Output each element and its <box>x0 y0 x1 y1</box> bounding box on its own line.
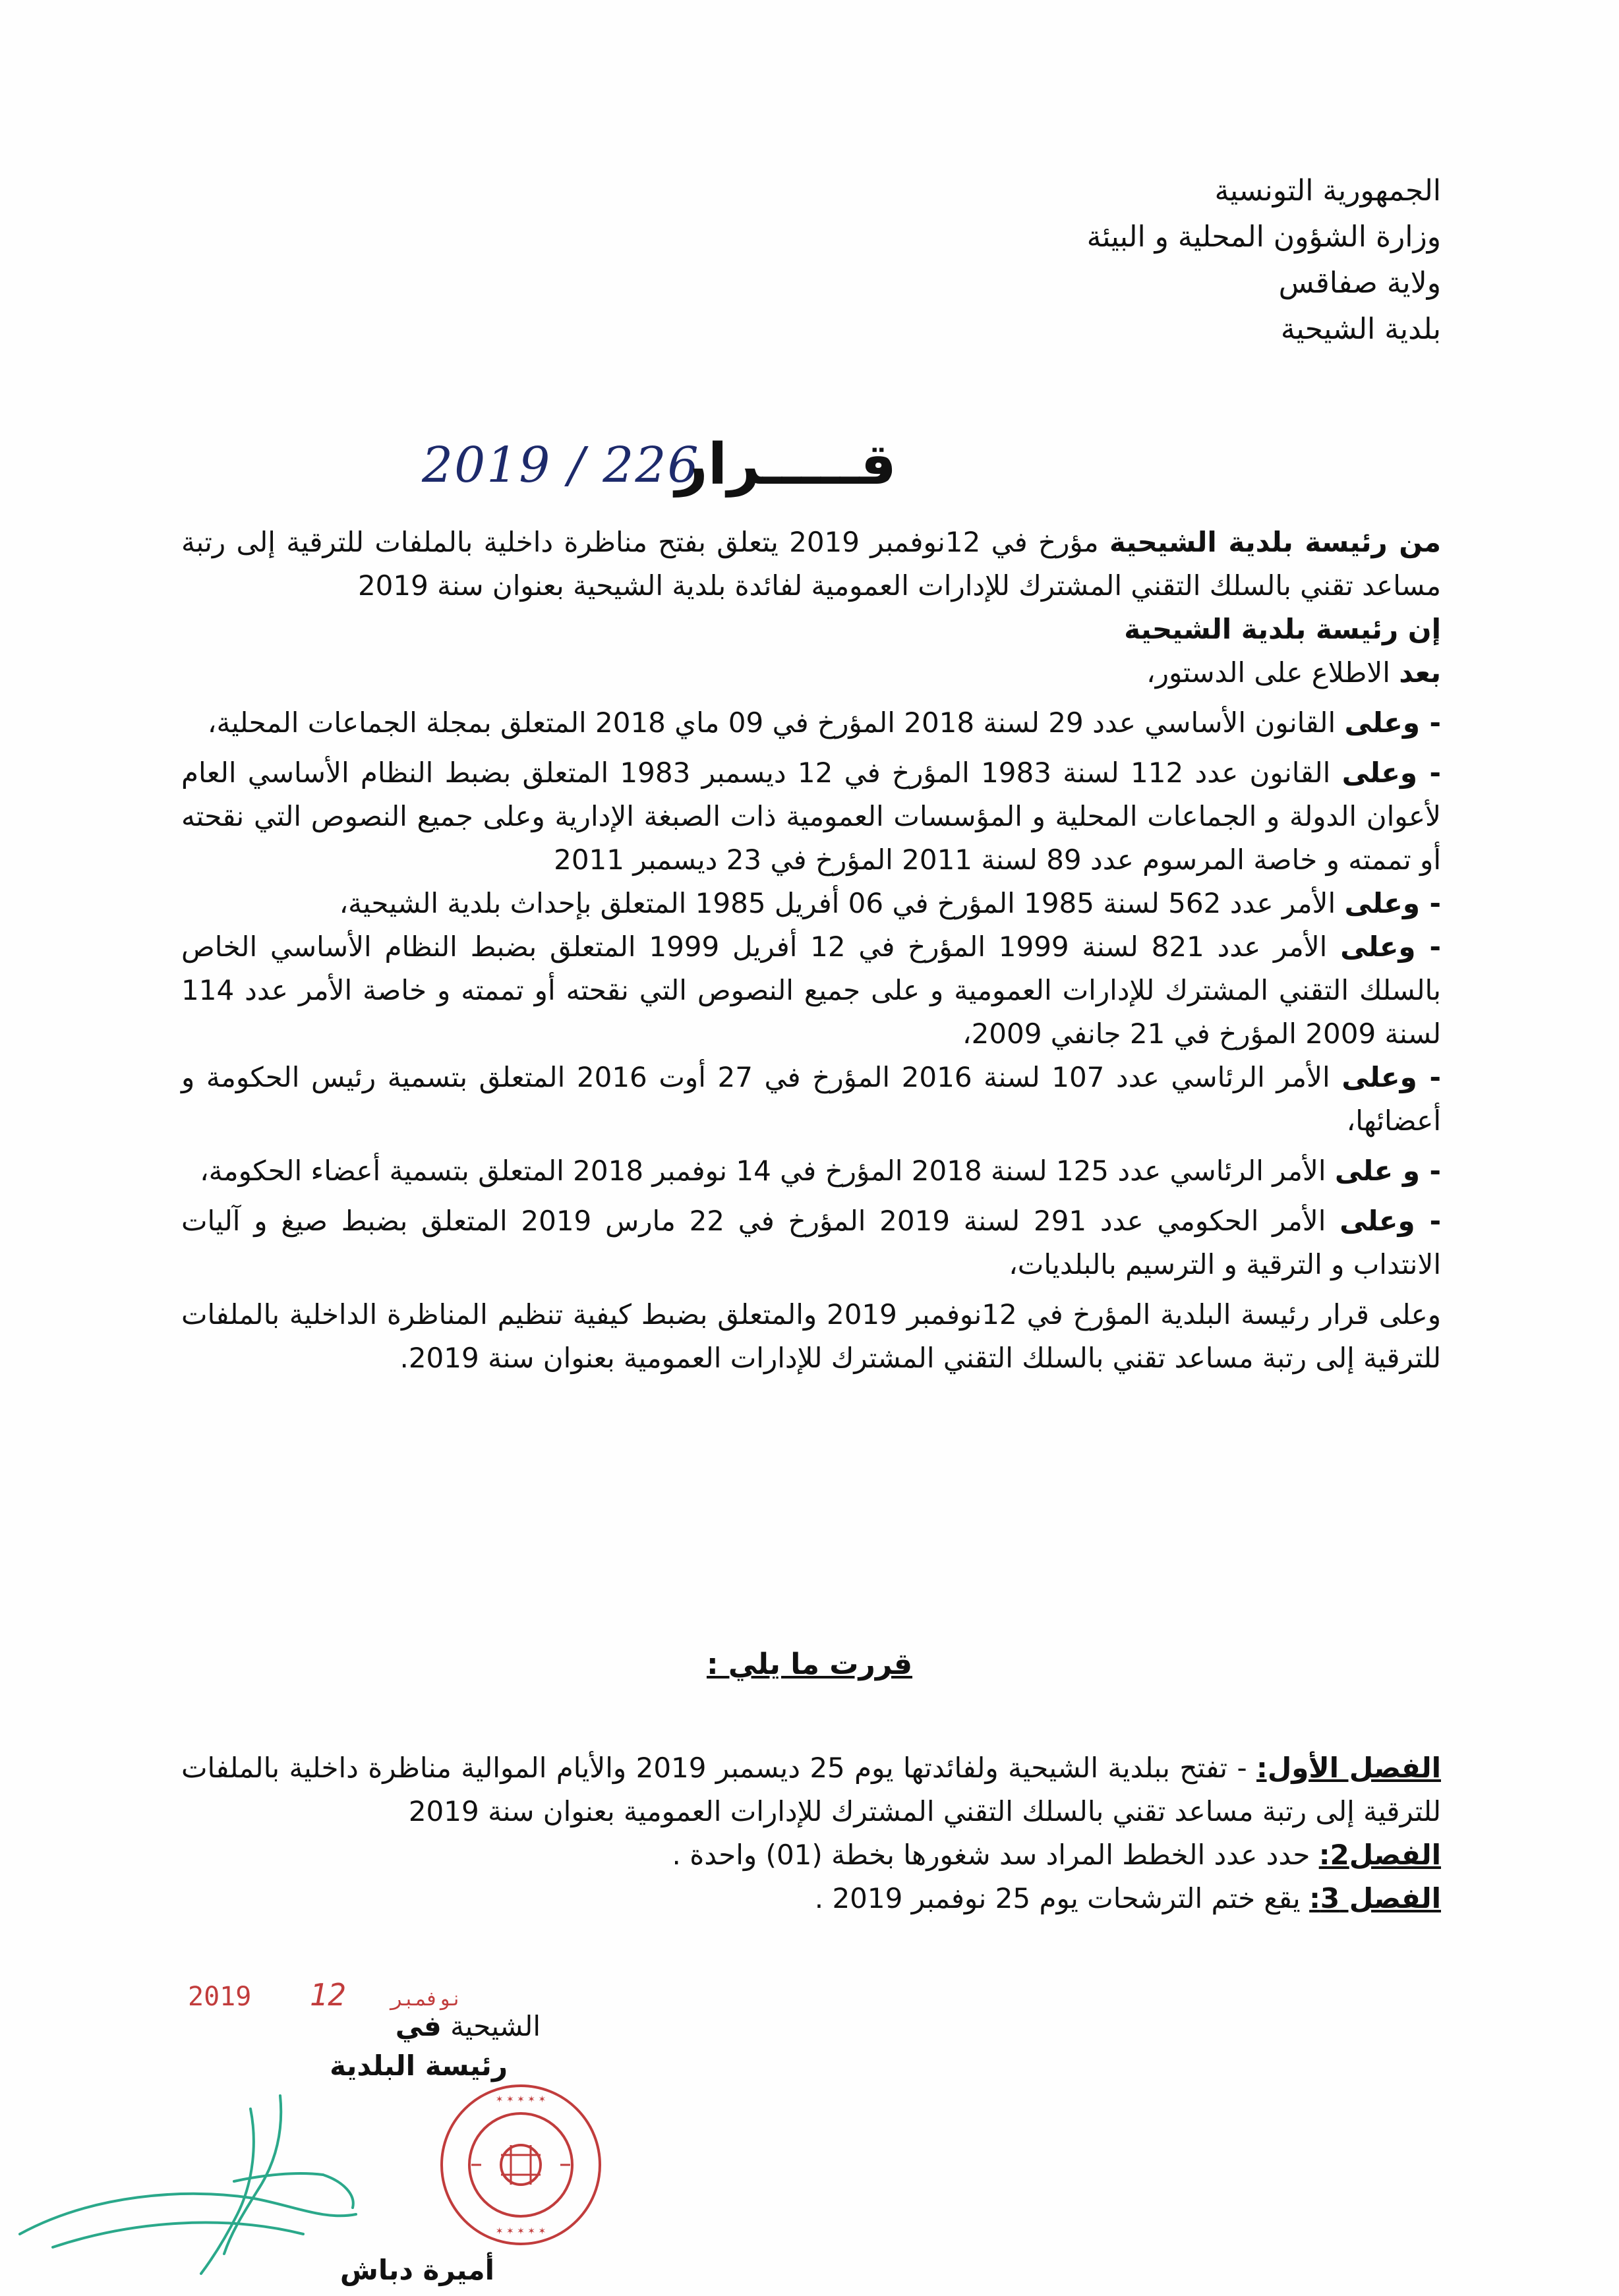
clause-dash: - <box>1415 931 1441 963</box>
article-label: الفصل الأول: <box>1256 1752 1441 1784</box>
place-in: في <box>395 2010 442 2042</box>
clause-text: القانون عدد 112 لسنة 1983 المؤرخ في 12 ديسمبر 1983 المتعلق بضبط النظام الأساسي العام لأعوان الدولة و الجماعات المحلية و المؤسسات العمومية ذات الصبغة الإدارية وعلى جميع النصوص التي نقحته أو تممته و خاصة المرسوم عدد 89 لسنة 2011 المؤرخ في 23 ديسمبر 2011 <box>181 757 1441 876</box>
clause-dash: - <box>1417 1061 1441 1093</box>
final-considering: وعلى قرار رئيسة البلدية المؤرخ في 12نوفمبر 2019 والمتعلق بضبط كيفية تنظيم المناظرة الداخلية بالملفات للترقية إلى رتبة مساعد تقني بالسلك التقني المشترك للإدارات العمومية بعنوان سنة 2019. <box>181 1298 1441 1374</box>
after-lead: بعد <box>1399 656 1441 689</box>
clause-lead: وعلى <box>1340 931 1416 963</box>
decision-number-handwritten: 2019 / 226 <box>422 437 700 494</box>
clause-dash: - <box>1417 757 1441 789</box>
letterhead <box>848 168 1441 353</box>
article-text: - تفتح ببلدية الشيحية ولفائدتها يوم 25 ديسمبر 2019 والأيام الموالية مناظرة داخلية بالملفات للترقية إلى رتبة مساعد تقني بالسلك التقني المشترك للإدارات العمومية بعنوان سنة 2019 <box>181 1752 1441 1827</box>
place-line <box>224 2007 541 2046</box>
articles-section <box>181 1746 1441 1920</box>
article-2 <box>181 1833 1441 1877</box>
clause-lead: و على <box>1334 1155 1420 1187</box>
clause-dash: - <box>1415 1205 1442 1237</box>
svg-text:✶ ✶ ✶ ✶ ✶: ✶ ✶ ✶ ✶ ✶ <box>495 2094 546 2105</box>
decided-heading: قررت ما يلي : <box>706 1648 913 1681</box>
clause-text: القانون الأساسي عدد 29 لسنة 2018 المؤرخ في 09 ماي 2018 المتعلق بمجلة الجماعات المحلية، <box>207 706 1345 739</box>
signatory-name: أميرة دباش <box>339 2254 494 2286</box>
date-stamp-month: نوفمبر <box>391 1988 463 2011</box>
date-stamp-year: 2019 <box>188 1982 252 2012</box>
clause-lead: وعلى <box>1344 887 1420 919</box>
clause-lead: وعلى <box>1344 706 1420 739</box>
intro-paragraph <box>181 521 1441 608</box>
article-3 <box>181 1877 1441 1920</box>
clause-item <box>181 1199 1441 1286</box>
clause-item <box>181 751 1441 882</box>
clause-dash: - <box>1419 887 1441 919</box>
signatory-role: رئيسة البلدية <box>330 2050 508 2082</box>
place-name: الشيحية <box>450 2010 541 2042</box>
clause-dash: - <box>1419 706 1441 739</box>
clause-lead: وعلى <box>1341 757 1417 789</box>
clause-lead: وعلى <box>1339 1205 1415 1237</box>
header-line-republic: الجمهورية التونسية <box>1214 174 1441 208</box>
clause-lead: وعلى <box>1341 1061 1417 1093</box>
date-stamp-day: 12 <box>309 1977 346 2013</box>
header-line-municipality: بلدية الشيحية <box>1280 312 1441 346</box>
clause-dash: - <box>1419 1155 1441 1187</box>
clause-text: الأمر عدد 562 لسنة 1985 المؤرخ في 06 أفريل 1985 المتعلق بإحداث بلدية الشيحية، <box>339 887 1345 919</box>
clause-item <box>181 701 1441 745</box>
constitution-line <box>181 651 1441 695</box>
article-label: الفصل 3: <box>1309 1882 1441 1914</box>
article-text: يقع ختم الترشحات يوم 25 نوفمبر 2019 . <box>814 1882 1310 1914</box>
clause-item <box>181 925 1441 1056</box>
decision-title <box>422 432 897 511</box>
intro-text: مؤرخ في 12نوفمبر 2019 يتعلق بفتح مناظرة داخلية بالملفات للترقية إلى رتبة مساعد تقني بالسلك التقني المشترك للإدارات العمومية لفائدة بلدية الشيحية بعنوان سنة 2019 <box>181 526 1441 602</box>
decision-body <box>181 521 1441 1380</box>
clause-item <box>181 1056 1441 1143</box>
clause-text: الأمر الرئاسي عدد 107 لسنة 2016 المؤرخ في 27 أوت 2016 المتعلق بتسمية رئيس الحكومة و أعضائها، <box>181 1061 1441 1137</box>
official-seal <box>432 2076 610 2254</box>
issuer-line: إن رئيسة بلدية الشيحية <box>1124 613 1441 645</box>
decision-title-word: قـــــرار <box>675 432 897 498</box>
clause-text: الأمر الحكومي عدد 291 لسنة 2019 المؤرخ في 22 مارس 2019 المتعلق بضبط صيغ و آليات الانتداب و الترقية و الترسيم بالبلديات، <box>181 1205 1441 1280</box>
intro-lead: من رئيسة بلدية الشيحية <box>1109 526 1442 558</box>
clause-text: الأمر الرئاسي عدد 125 لسنة 2018 المؤرخ في 14 نوفمبر 2018 المتعلق بتسمية أعضاء الحكومة، <box>200 1155 1335 1187</box>
after-text: الاطلاع على الدستور، <box>1146 656 1399 689</box>
header-line-governorate: ولاية صفاقس <box>1278 266 1441 300</box>
header-line-ministry: وزارة الشؤون المحلية و البيئة <box>1086 220 1441 254</box>
article-text: حدد عدد الخطط المراد سد شغورها بخطة (01) واحدة . <box>672 1839 1319 1871</box>
article-label: الفصل2: <box>1318 1839 1441 1871</box>
clause-item <box>181 1149 1441 1193</box>
clause-item <box>181 882 1441 925</box>
article-1 <box>181 1746 1441 1833</box>
svg-text:✶ ✶ ✶ ✶ ✶: ✶ ✶ ✶ ✶ ✶ <box>495 2226 546 2237</box>
clause-text: الأمر عدد 821 لسنة 1999 المؤرخ في 12 أفريل 1999 المتعلق بضبط النظام الأساسي الخاص بالسلك التقني المشترك للإدارات العمومية و على جميع النصوص التي نقحته أو تممته و خاصة الأمر عدد 114 لسنة 2009 المؤرخ في 21 جانفي 2009، <box>181 931 1441 1050</box>
